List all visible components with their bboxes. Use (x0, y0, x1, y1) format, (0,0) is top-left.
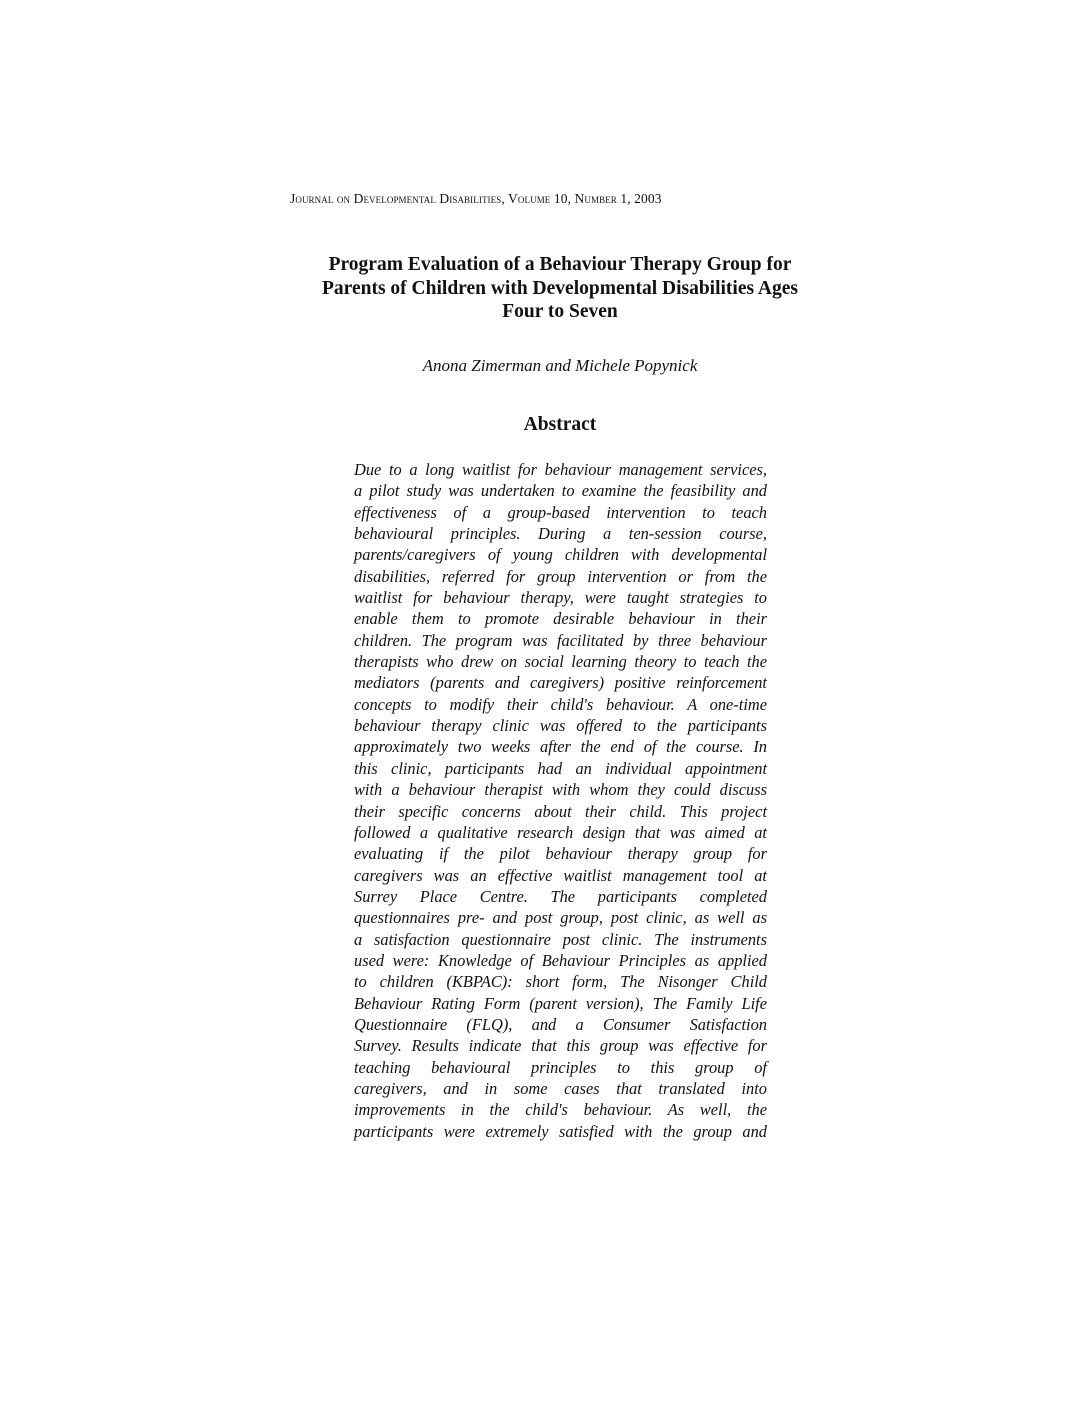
abstract-heading: Abstract (523, 414, 597, 435)
abstract-line: participants were extremely satisfied with the group and (354, 1121, 767, 1141)
abstract-line: behavioural principles. During a ten-session course, (354, 524, 767, 544)
abstract-line: with a behaviour therapist with whom they could discuss (354, 780, 767, 800)
abstract-line: caregivers was an effective waitlist management tool at (354, 865, 767, 885)
abstract-line: Surrey Place Centre. The participants completed (354, 886, 767, 906)
abstract-line: evaluating if the pilot behaviour therapy group for (354, 844, 767, 864)
abstract-line: approximately two weeks after the end of the course. In (354, 737, 767, 757)
abstract-line: used were: Knowledge of Behaviour Principles as applied (354, 950, 767, 970)
article-title (280, 253, 840, 324)
abstract-line: concepts to modify their child's behaviour. A one-time (354, 694, 767, 714)
abstract-line: followed a qualitative research design that was aimed at (354, 822, 767, 842)
abstract-line: behaviour therapy clinic was offered to the participants (354, 716, 767, 736)
abstract-line: Survey. Results indicate that this group was effective for (354, 1036, 767, 1056)
abstract-line: parents/caregivers of young children with developmental (354, 545, 767, 565)
abstract-line: their specific concerns about their child. This project (354, 801, 767, 821)
abstract-line: effectiveness of a group-based intervention to teach (354, 502, 767, 522)
article-title-line: Parents of Children with Developmental Disabilities Ages (322, 277, 798, 299)
abstract-line: Questionnaire (FLQ), and a Consumer Satisfaction (354, 1014, 767, 1034)
abstract-line: this clinic, participants had an individual appointment (354, 758, 767, 778)
abstract-line: a pilot study was undertaken to examine the feasibility and (354, 481, 767, 501)
abstract-line: caregivers, and in some cases that translated into (354, 1078, 767, 1098)
abstract-line: to children (KBPAC): short form, The Nisonger Child (354, 972, 767, 992)
article-authors: Anona Zimerman and Michele Popynick (422, 356, 698, 375)
abstract-line: children. The program was facilitated by three behaviour (354, 630, 767, 650)
abstract-line: disabilities, referred for group intervention or from the (354, 566, 767, 586)
abstract-line: teaching behavioural principles to this group of (354, 1057, 767, 1077)
abstract-line: therapists who drew on social learning theory to teach the (354, 652, 767, 672)
abstract-line: a satisfaction questionnaire post clinic. The instruments (354, 929, 767, 949)
abstract-line: mediators (parents and caregivers) positive reinforcement (354, 673, 767, 693)
abstract-line: Due to a long waitlist for behaviour management services, (354, 460, 767, 479)
abstract-body (354, 459, 767, 1142)
abstract-line: questionnaires pre- and post group, post clinic, as well as (354, 908, 767, 928)
running-head: Journal on Developmental Disabilities, Volume 10, Number 1, 2003 (290, 191, 662, 206)
abstract-line: improvements in the child's behaviour. As well, the (354, 1100, 767, 1120)
article-title-line: Four to Seven (502, 301, 618, 322)
abstract-line: enable them to promote desirable behaviour in their (354, 609, 767, 629)
abstract-line: waitlist for behaviour therapy, were taught strategies to (354, 588, 767, 608)
abstract-line: Behaviour Rating Form (parent version), The Family Life (354, 993, 767, 1013)
article-title-line: Program Evaluation of a Behaviour Therapy Group for (328, 254, 792, 275)
